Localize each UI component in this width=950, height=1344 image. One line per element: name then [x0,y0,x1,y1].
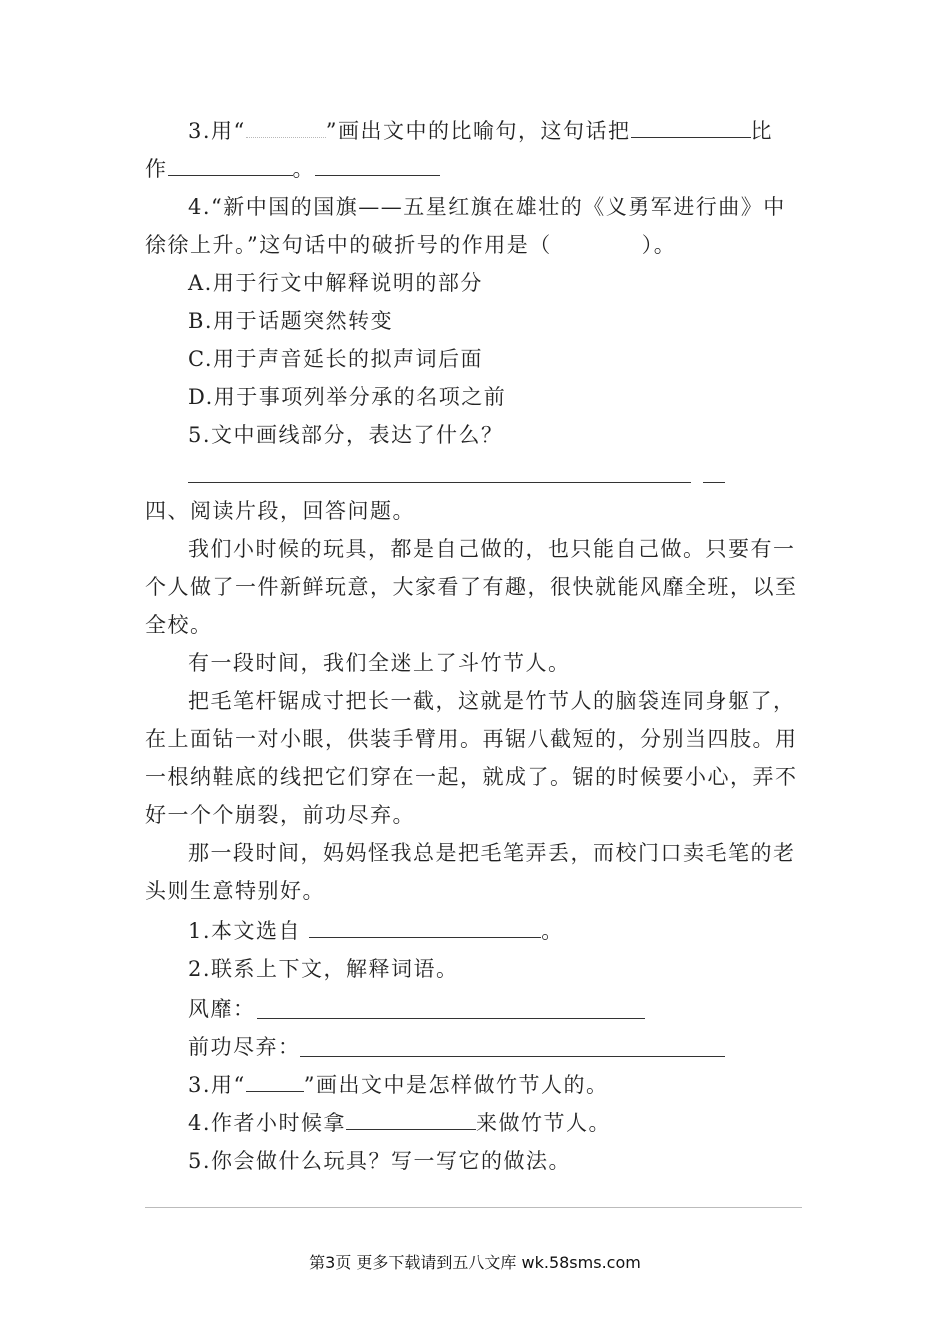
q3-line1 [188,117,773,145]
s4-q1 [188,917,564,945]
s4-q3-suffix: ”画出文中是怎样做竹节人的。 [303,1073,609,1097]
s4-q5: 5.你会做什么玩具？写一写它的做法。 [188,1149,572,1173]
para1-line3: 全校。 [145,613,213,637]
s4-q3-prefix: 3.用“ [188,1073,246,1097]
answer-blank[interactable] [631,117,751,138]
q3-prefix: 3.用“ [188,119,246,143]
q5: 5.文中画线部分，表达了什么？ [188,423,504,447]
answer-line[interactable] [257,1018,645,1019]
para3-line4: 好一个个崩裂，前功尽弃。 [145,803,415,827]
section4-heading: 四、阅读片段，回答问题。 [145,499,415,523]
s4-q1-suffix: 。 [541,919,564,943]
q4-line2: 徐徐上升。”这句话中的破折号的作用是（ ）。 [145,233,677,257]
s4-q3 [188,1071,609,1099]
para4-line1: 那一段时间，妈妈怪我总是把毛笔弄丢，而校门口卖毛笔的老 [188,841,796,865]
q3-line2 [145,155,440,183]
q4-line1: 4.“新中国的国旗——五星红旗在雄壮的《义勇军进行曲》中 [188,195,786,219]
q3-suffix: 比 [750,119,774,143]
para1-line1: 我们小时候的玩具，都是自己做的，也只能自己做。只要有一 [188,537,796,561]
s4-q4-prefix: 4.作者小时候拿 [188,1111,347,1135]
para1-line2: 个人做了一件新鲜玩意，大家看了有趣，很快就能风靡全班，以至 [145,575,798,599]
answer-line[interactable] [300,1056,725,1057]
option-d[interactable]: D.用于事项列举分承的名项之前 [188,385,507,409]
para3-line2: 在上面钻一对小眼，供装手臂用。再锯八截短的，分别当四肢。用 [145,727,798,751]
q3-mid: ”画出文中的比喻句，这句话把 [325,119,631,143]
para3-line3: 一根纳鞋底的线把它们穿在一起，就成了。锯的时候要小心，弄不 [145,765,798,789]
answer-blank[interactable] [168,155,293,176]
para4-line2: 头则生意特别好。 [145,879,325,903]
answer-blank[interactable] [315,155,440,176]
s4-q4 [188,1109,611,1137]
s4-q1-prefix: 1.本文选自 [188,919,310,943]
answer-line[interactable] [188,482,691,483]
option-a[interactable]: A.用于行文中解释说明的部分 [188,271,483,295]
option-b[interactable]: B.用于话题突然转变 [188,309,394,333]
q3-line2-prefix: 作 [145,157,168,181]
s4-q2: 2.联系上下文，解释词语。 [188,957,459,981]
option-c[interactable]: C.用于声音延长的拟声词后面 [188,347,483,371]
para2-line1: 有一段时间，我们全迷上了斗竹节人。 [188,651,571,675]
term-qiangongjinqi: 前功尽弃： [188,1035,301,1059]
answer-blank[interactable] [346,1109,476,1130]
term-fengmi: 风靡： [188,997,256,1021]
footer-divider [145,1207,802,1208]
q3-line2-mid: 。 [292,157,315,181]
answer-blank[interactable] [309,917,541,938]
para3-line1: 把毛笔杆锯成寸把长一截，这就是竹节人的脑袋连同身躯了， [188,689,796,713]
wavy-underline-sample [246,117,326,138]
s4-q4-suffix: 来做竹节人。 [476,1111,612,1135]
page-footer: 第3页 更多下载请到五八文库 wk.58sms.com [309,1253,641,1272]
answer-blank[interactable] [246,1071,304,1092]
answer-line-short[interactable] [703,482,725,483]
